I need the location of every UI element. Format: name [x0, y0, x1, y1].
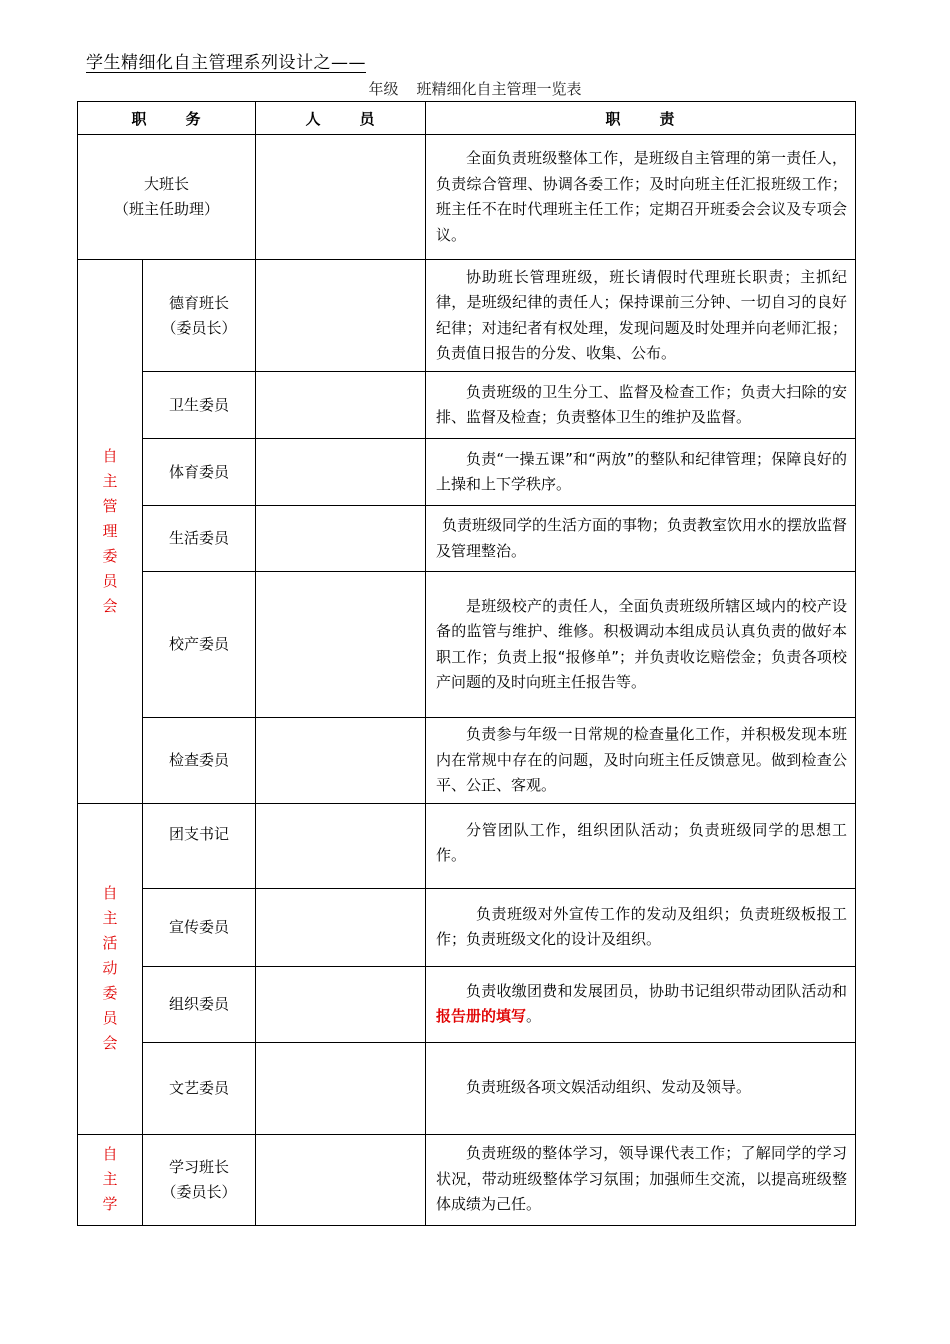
duty-cell: 负责参与年级一日常规的检查量化工作，并积极发现本班内在常规中存在的问题，及时向班主任反馈意见。做到检查公平、公正、客观。: [426, 718, 856, 804]
duty-cell: 是班级校产的责任人，全面负责班级所辖区域内的校产设备的监管与维护、维修。积极调动本组成员认真负责的做好本职工作；负责上报“报修单”；并负责收讫赔偿金；负责各项校产问题的及时向班主任报告等。: [426, 572, 856, 718]
duty-cell: 协助班长管理班级，班长请假时代理班长职责；主抓纪律，是班级纪律的责任人；保持课前三分钟、一切自习的良好纪律；对违纪者有权处理，发现问题及时处理并向老师汇报；负责值日报告的分发、收集、公布。: [426, 260, 856, 372]
table-row: [78, 506, 856, 572]
personnel-cell[interactable]: [256, 718, 426, 804]
personnel-cell[interactable]: [256, 1042, 426, 1134]
table-row: [78, 1134, 856, 1225]
post-cell: 校产委员: [143, 572, 256, 718]
post-cell: 生活委员: [143, 506, 256, 572]
duty-cell: 负责收缴团费和发展团员，协助书记组织带动团队活动和报告册的填写。: [426, 966, 856, 1042]
duty-cell: 分管团队工作，组织团队活动；负责班级同学的思想工作。: [426, 803, 856, 888]
header-post: 职 务: [78, 102, 256, 135]
post-cell: 文艺委员: [143, 1042, 256, 1134]
highlight-text: 报告册的填写: [436, 1007, 527, 1025]
header-personnel: 人 员: [256, 102, 426, 135]
group-management-committee: 自 主 管 理 委 员 会: [78, 260, 143, 804]
duty-cell: 负责班级的卫生分工、监督及检查工作；负责大扫除的安排、监督及检查；负责整体卫生的维护及监督。: [426, 372, 856, 439]
post-cell: 团支书记: [143, 803, 256, 888]
header-duty: 职 责: [426, 102, 856, 135]
table-row: [78, 260, 856, 372]
table-row: [78, 966, 856, 1042]
table-row: [78, 439, 856, 506]
table-row: [78, 372, 856, 439]
table-row: [78, 135, 856, 260]
table-header-row: [78, 102, 856, 135]
duty-cell: 全面负责班级整体工作，是班级自主管理的第一责任人，负责综合管理、协调各委工作；及时向班主任汇报班级工作；班主任不在时代理班主任工作；定期召开班委会会议及专项会议。: [426, 135, 856, 260]
personnel-cell[interactable]: [256, 260, 426, 372]
post-cell: 检查委员: [143, 718, 256, 804]
personnel-cell[interactable]: [256, 966, 426, 1042]
post-cell: 学习班长 （委员长）: [143, 1134, 256, 1225]
post-cell: 组织委员: [143, 966, 256, 1042]
group-study-committee: 自 主 学: [78, 1134, 143, 1225]
subtitle-grade: 年级: [368, 80, 399, 98]
duty-cell: 负责“一操五课”和“两放”的整队和纪律管理；保障良好的上操和上下学秩序。: [426, 439, 856, 506]
post-cell: 卫生委员: [143, 372, 256, 439]
table-row: [78, 572, 856, 718]
management-table: [77, 101, 856, 1226]
post-cell: 德育班长 （委员长）: [143, 260, 256, 372]
subtitle-title: 班精细化自主管理一览表: [416, 80, 582, 98]
personnel-cell[interactable]: [256, 506, 426, 572]
table-row: [78, 1042, 856, 1134]
personnel-cell[interactable]: [256, 1134, 426, 1225]
personnel-cell[interactable]: [256, 803, 426, 888]
personnel-cell[interactable]: [256, 888, 426, 966]
duty-cell: 负责班级对外宣传工作的发动及组织；负责班级板报工作；负责班级文化的设计及组织。: [426, 888, 856, 966]
table-row: [78, 803, 856, 888]
document-subtitle: [0, 78, 950, 99]
post-cell: 体育委员: [143, 439, 256, 506]
duty-cell: 负责班级同学的生活方面的事物；负责教室饮用水的摆放监督及管理整治。: [426, 506, 856, 572]
post-cell: 宣传委员: [143, 888, 256, 966]
personnel-cell[interactable]: [256, 439, 426, 506]
personnel-cell[interactable]: [256, 372, 426, 439]
table-row: [78, 888, 856, 966]
document-heading: 学生精细化自主管理系列设计之——: [86, 53, 366, 73]
duty-cell: 负责班级的整体学习，领导课代表工作；了解同学的学习状况，带动班级整体学习氛围；加强师生交流，以提高班级整体成绩为己任。: [426, 1134, 856, 1225]
personnel-cell[interactable]: [256, 572, 426, 718]
duty-cell: 负责班级各项文娱活动组织、发动及领导。: [426, 1042, 856, 1134]
personnel-cell[interactable]: [256, 135, 426, 260]
post-cell: 大班长 （班主任助理）: [78, 135, 256, 260]
table-row: [78, 718, 856, 804]
group-activity-committee: 自 主 活 动 委 员 会: [78, 803, 143, 1134]
